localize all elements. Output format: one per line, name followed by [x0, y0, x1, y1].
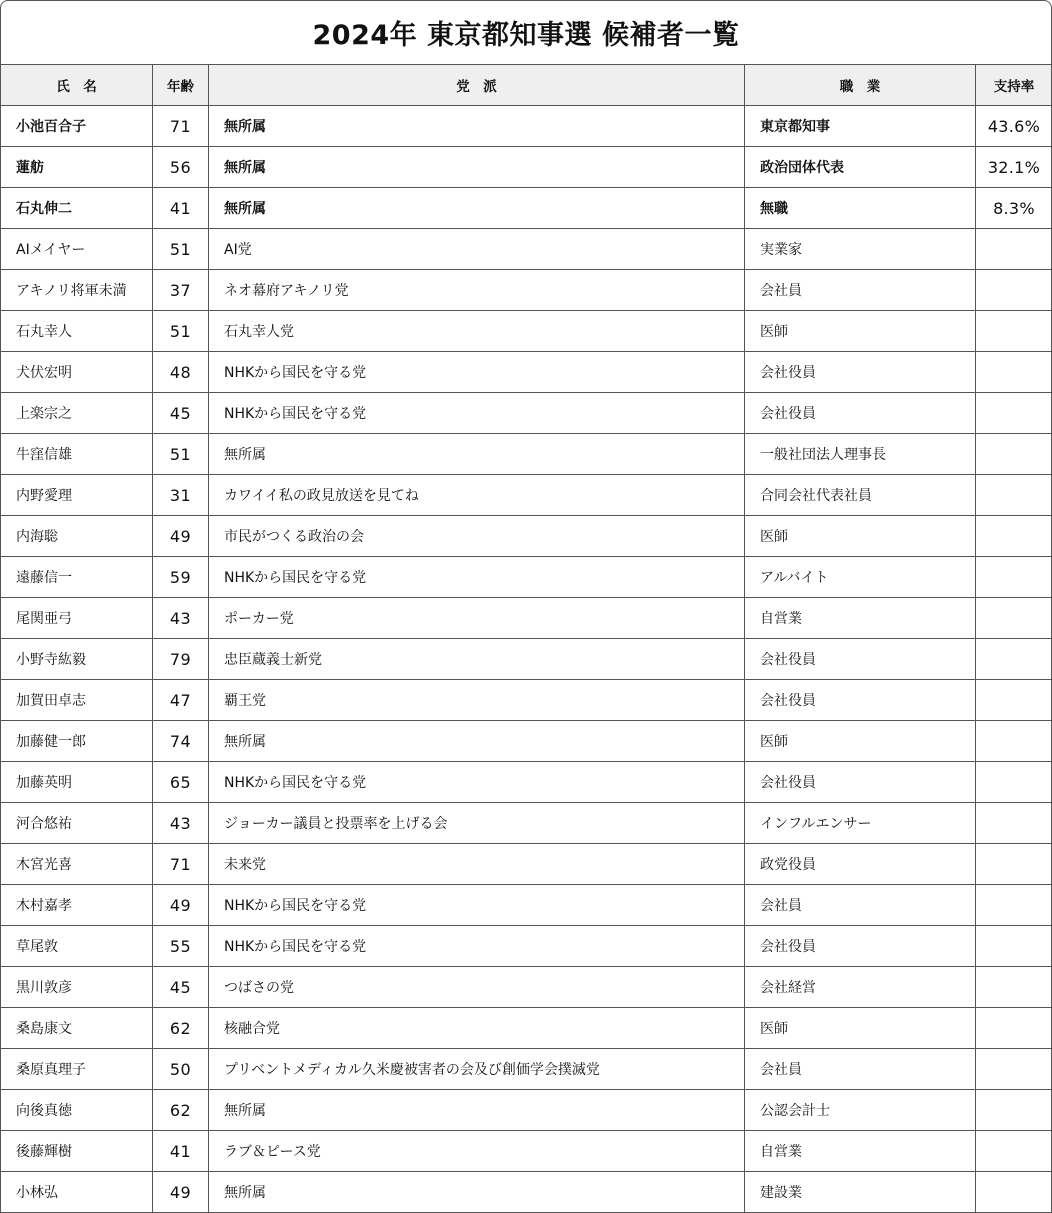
table-row — [1, 762, 1052, 803]
cell-age: 51 — [153, 229, 209, 270]
cell-party: NHKから国民を守る党 — [209, 926, 745, 967]
table-row — [1, 393, 1052, 434]
cell-age: 31 — [153, 475, 209, 516]
cell-rate — [976, 639, 1052, 680]
table-row — [1, 106, 1052, 147]
table-row — [1, 188, 1052, 229]
cell-name: 内野愛理 — [1, 475, 153, 516]
cell-age: 41 — [153, 1131, 209, 1172]
cell-name: 河合悠祐 — [1, 803, 153, 844]
cell-party: AI党 — [209, 229, 745, 270]
cell-party: NHKから国民を守る党 — [209, 762, 745, 803]
table-row — [1, 311, 1052, 352]
table-row — [1, 557, 1052, 598]
cell-rate — [976, 803, 1052, 844]
cell-name: 尾関亜弓 — [1, 598, 153, 639]
cell-name: 加藤健一郎 — [1, 721, 153, 762]
cell-party: 無所属 — [209, 434, 745, 475]
cell-age: 51 — [153, 434, 209, 475]
cell-rate — [976, 229, 1052, 270]
cell-job: 会社役員 — [745, 926, 976, 967]
table-row — [1, 885, 1052, 926]
cell-job: 会社経営 — [745, 967, 976, 1008]
cell-party: カワイイ私の政見放送を見てね — [209, 475, 745, 516]
cell-job: 自営業 — [745, 598, 976, 639]
cell-job: 会社員 — [745, 1049, 976, 1090]
cell-party: プリベントメディカル久米慶被害者の会及び創価学会撲滅党 — [209, 1049, 745, 1090]
cell-age: 48 — [153, 352, 209, 393]
cell-rate: 8.3% — [976, 188, 1052, 229]
cell-name: 加藤英明 — [1, 762, 153, 803]
table-row — [1, 639, 1052, 680]
cell-party: NHKから国民を守る党 — [209, 393, 745, 434]
cell-rate — [976, 311, 1052, 352]
cell-name: 上楽宗之 — [1, 393, 153, 434]
table-row — [1, 1131, 1052, 1172]
table-row — [1, 516, 1052, 557]
table-row — [1, 1090, 1052, 1131]
cell-job: 会社役員 — [745, 762, 976, 803]
header-rate: 支持率 — [976, 65, 1052, 106]
cell-age: 51 — [153, 311, 209, 352]
cell-rate — [976, 844, 1052, 885]
cell-party: 覇王党 — [209, 680, 745, 721]
cell-job: 一般社団法人理事長 — [745, 434, 976, 475]
cell-age: 49 — [153, 516, 209, 557]
cell-party: ジョーカー議員と投票率を上げる会 — [209, 803, 745, 844]
cell-rate — [976, 1172, 1052, 1213]
cell-job: 医師 — [745, 721, 976, 762]
cell-rate — [976, 885, 1052, 926]
cell-age: 62 — [153, 1090, 209, 1131]
cell-job: 会社役員 — [745, 680, 976, 721]
cell-age: 47 — [153, 680, 209, 721]
cell-job: 会社役員 — [745, 639, 976, 680]
table-row — [1, 434, 1052, 475]
cell-age: 59 — [153, 557, 209, 598]
table-row — [1, 598, 1052, 639]
cell-rate — [976, 967, 1052, 1008]
cell-age: 43 — [153, 803, 209, 844]
cell-name: 内海聡 — [1, 516, 153, 557]
cell-rate — [976, 516, 1052, 557]
cell-job: 会社役員 — [745, 352, 976, 393]
cell-rate — [976, 721, 1052, 762]
cell-age: 55 — [153, 926, 209, 967]
cell-name: 草尾敦 — [1, 926, 153, 967]
cell-job: 公認会計士 — [745, 1090, 976, 1131]
cell-name: 牛窪信雄 — [1, 434, 153, 475]
cell-party: 無所属 — [209, 147, 745, 188]
cell-name: 木宮光喜 — [1, 844, 153, 885]
table-row — [1, 844, 1052, 885]
header-age: 年齢 — [153, 65, 209, 106]
cell-name: 小林弘 — [1, 1172, 153, 1213]
table-row — [1, 1049, 1052, 1090]
cell-party: つばさの党 — [209, 967, 745, 1008]
cell-age: 65 — [153, 762, 209, 803]
cell-party: 核融合党 — [209, 1008, 745, 1049]
cell-party: 無所属 — [209, 1172, 745, 1213]
cell-age: 49 — [153, 885, 209, 926]
cell-rate — [976, 270, 1052, 311]
cell-rate: 32.1% — [976, 147, 1052, 188]
table-row — [1, 147, 1052, 188]
cell-job: アルバイト — [745, 557, 976, 598]
cell-rate — [976, 762, 1052, 803]
cell-rate — [976, 475, 1052, 516]
cell-party: 未来党 — [209, 844, 745, 885]
table-row — [1, 803, 1052, 844]
cell-name: 犬伏宏明 — [1, 352, 153, 393]
cell-age: 41 — [153, 188, 209, 229]
cell-rate — [976, 352, 1052, 393]
cell-party: 無所属 — [209, 721, 745, 762]
cell-name: AIメイヤー — [1, 229, 153, 270]
cell-job: 建設業 — [745, 1172, 976, 1213]
cell-name: 向後真徳 — [1, 1090, 153, 1131]
cell-name: 小池百合子 — [1, 106, 153, 147]
cell-party: ポーカー党 — [209, 598, 745, 639]
cell-party: ラブ＆ピース党 — [209, 1131, 745, 1172]
table-row — [1, 475, 1052, 516]
cell-rate — [976, 557, 1052, 598]
cell-job: 合同会社代表社員 — [745, 475, 976, 516]
cell-job: 実業家 — [745, 229, 976, 270]
candidate-table — [0, 65, 1052, 1213]
cell-rate — [976, 1049, 1052, 1090]
cell-name: 石丸幸人 — [1, 311, 153, 352]
cell-party: 無所属 — [209, 188, 745, 229]
header-name: 氏 名 — [1, 65, 153, 106]
cell-rate — [976, 680, 1052, 721]
cell-age: 56 — [153, 147, 209, 188]
cell-job: 自営業 — [745, 1131, 976, 1172]
cell-job: 東京都知事 — [745, 106, 976, 147]
cell-rate — [976, 434, 1052, 475]
cell-name: 後藤輝樹 — [1, 1131, 153, 1172]
cell-age: 62 — [153, 1008, 209, 1049]
cell-name: 石丸伸二 — [1, 188, 153, 229]
table-row — [1, 270, 1052, 311]
cell-name: 木村嘉孝 — [1, 885, 153, 926]
table-row — [1, 680, 1052, 721]
cell-job: 会社員 — [745, 885, 976, 926]
cell-party: NHKから国民を守る党 — [209, 557, 745, 598]
table-row — [1, 352, 1052, 393]
table-row — [1, 967, 1052, 1008]
cell-age: 79 — [153, 639, 209, 680]
cell-party: ネオ幕府アキノリ党 — [209, 270, 745, 311]
cell-age: 37 — [153, 270, 209, 311]
cell-party: NHKから国民を守る党 — [209, 885, 745, 926]
cell-party: 無所属 — [209, 1090, 745, 1131]
table-header-row — [1, 65, 1052, 106]
header-party: 党 派 — [209, 65, 745, 106]
cell-party: 忠臣蔵義士新党 — [209, 639, 745, 680]
cell-job: 医師 — [745, 1008, 976, 1049]
cell-age: 50 — [153, 1049, 209, 1090]
cell-party: 無所属 — [209, 106, 745, 147]
cell-name: 蓮舫 — [1, 147, 153, 188]
cell-job: 無職 — [745, 188, 976, 229]
table-row — [1, 1008, 1052, 1049]
cell-name: 小野寺紘毅 — [1, 639, 153, 680]
table-row — [1, 721, 1052, 762]
cell-rate — [976, 1008, 1052, 1049]
cell-party: 石丸幸人党 — [209, 311, 745, 352]
cell-job: 政治団体代表 — [745, 147, 976, 188]
cell-rate — [976, 393, 1052, 434]
cell-rate: 43.6% — [976, 106, 1052, 147]
cell-rate — [976, 1131, 1052, 1172]
cell-age: 45 — [153, 967, 209, 1008]
page-title: 2024年 東京都知事選 候補者一覧 — [1, 1, 1051, 65]
cell-age: 71 — [153, 106, 209, 147]
cell-age: 43 — [153, 598, 209, 639]
cell-rate — [976, 1090, 1052, 1131]
cell-age: 49 — [153, 1172, 209, 1213]
cell-job: 医師 — [745, 311, 976, 352]
cell-name: 加賀田卓志 — [1, 680, 153, 721]
cell-age: 71 — [153, 844, 209, 885]
table-row — [1, 1172, 1052, 1213]
cell-name: 桑原真理子 — [1, 1049, 153, 1090]
cell-rate — [976, 926, 1052, 967]
cell-job: 会社員 — [745, 270, 976, 311]
table-row — [1, 229, 1052, 270]
cell-age: 74 — [153, 721, 209, 762]
cell-job: 医師 — [745, 516, 976, 557]
cell-age: 45 — [153, 393, 209, 434]
cell-name: 桑島康文 — [1, 1008, 153, 1049]
cell-job: インフルエンサー — [745, 803, 976, 844]
cell-name: 黒川敦彦 — [1, 967, 153, 1008]
table-row — [1, 926, 1052, 967]
cell-name: アキノリ将軍未満 — [1, 270, 153, 311]
cell-name: 遠藤信一 — [1, 557, 153, 598]
cell-party: 市民がつくる政治の会 — [209, 516, 745, 557]
cell-job: 会社役員 — [745, 393, 976, 434]
header-job: 職 業 — [745, 65, 976, 106]
cell-job: 政党役員 — [745, 844, 976, 885]
cell-party: NHKから国民を守る党 — [209, 352, 745, 393]
cell-rate — [976, 598, 1052, 639]
